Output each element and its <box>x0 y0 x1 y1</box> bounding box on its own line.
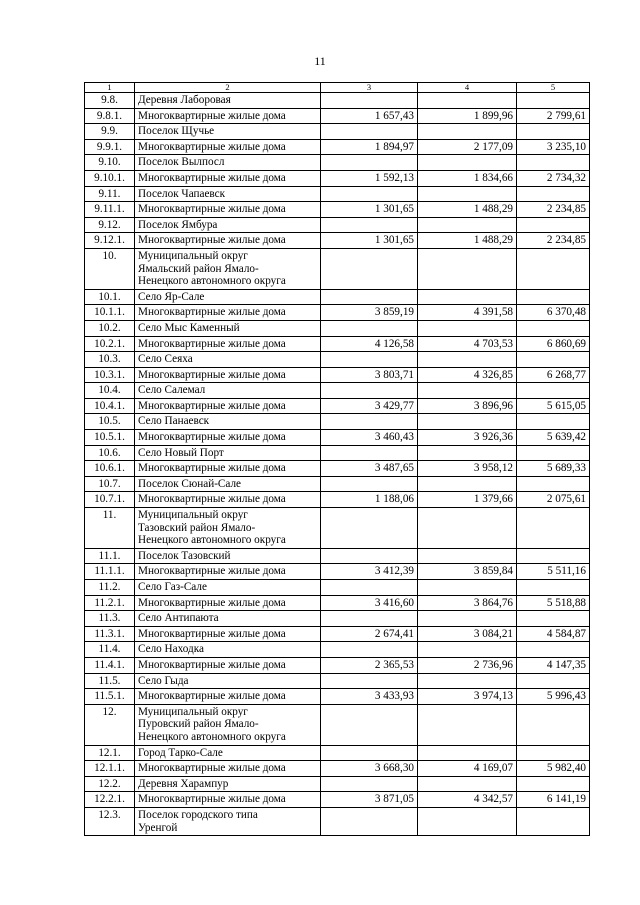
row-number-cell: 9.11. <box>85 186 135 202</box>
value-cell: 3 926,36 <box>418 430 517 446</box>
value-cell: 6 141,19 <box>517 792 590 808</box>
value-cell <box>517 352 590 368</box>
value-cell: 5 996,43 <box>517 689 590 705</box>
row-number-cell: 11.1.1. <box>85 564 135 580</box>
row-number-cell: 9.10. <box>85 155 135 171</box>
value-cell: 3 412,39 <box>321 564 418 580</box>
name-cell: Многоквартирные жилые дома <box>135 202 321 218</box>
value-cell: 5 511,16 <box>517 564 590 580</box>
value-cell <box>321 642 418 658</box>
value-cell: 1 488,29 <box>418 202 517 218</box>
value-cell <box>321 776 418 792</box>
value-cell: 2 734,32 <box>517 170 590 186</box>
value-cell: 2 365,53 <box>321 657 418 673</box>
value-cell <box>321 155 418 171</box>
name-cell: Многоквартирные жилые дома <box>135 595 321 611</box>
value-cell <box>418 352 517 368</box>
name-cell: Многоквартирные жилые дома <box>135 689 321 705</box>
row-number-cell: 9.12. <box>85 217 135 233</box>
table-row <box>85 564 590 580</box>
row-number-cell: 9.11.1. <box>85 202 135 218</box>
row-number-cell: 9.10.1. <box>85 170 135 186</box>
value-cell <box>517 186 590 202</box>
table-row <box>85 233 590 249</box>
table-row <box>85 461 590 477</box>
table-row <box>85 548 590 564</box>
row-number-cell: 10.2. <box>85 320 135 336</box>
value-cell <box>418 248 517 289</box>
value-cell: 3 429,77 <box>321 398 418 414</box>
value-cell <box>321 352 418 368</box>
value-cell: 3 859,84 <box>418 564 517 580</box>
value-cell <box>517 642 590 658</box>
value-cell: 1 899,96 <box>418 108 517 124</box>
table-row <box>85 445 590 461</box>
row-number-cell: 12.1.1. <box>85 761 135 777</box>
value-cell <box>517 289 590 305</box>
name-cell: Многоквартирные жилые дома <box>135 170 321 186</box>
value-cell <box>517 383 590 399</box>
value-cell <box>418 508 517 549</box>
name-cell: Деревня Лаборовая <box>135 93 321 109</box>
value-cell: 1 592,13 <box>321 170 418 186</box>
value-cell <box>418 414 517 430</box>
value-cell <box>321 248 418 289</box>
value-cell <box>418 776 517 792</box>
name-cell: Поселок Сюнай-Сале <box>135 476 321 492</box>
name-cell: Многоквартирные жилые дома <box>135 233 321 249</box>
value-cell: 4 147,35 <box>517 657 590 673</box>
value-cell <box>321 548 418 564</box>
value-cell: 4 169,07 <box>418 761 517 777</box>
value-cell <box>321 807 418 835</box>
value-cell <box>418 186 517 202</box>
value-cell <box>321 383 418 399</box>
value-cell <box>321 580 418 596</box>
name-cell: Многоквартирные жилые дома <box>135 430 321 446</box>
table-body <box>85 93 590 836</box>
row-number-cell: 11.5. <box>85 673 135 689</box>
value-cell: 3 433,93 <box>321 689 418 705</box>
row-number-cell: 12.2. <box>85 776 135 792</box>
value-cell: 5 518,88 <box>517 595 590 611</box>
value-cell: 3 487,65 <box>321 461 418 477</box>
value-cell: 2 234,85 <box>517 233 590 249</box>
value-cell: 3 859,19 <box>321 305 418 321</box>
table-row <box>85 170 590 186</box>
value-cell: 3 416,60 <box>321 595 418 611</box>
value-cell: 3 460,43 <box>321 430 418 446</box>
value-cell: 1 657,43 <box>321 108 418 124</box>
value-cell: 4 326,85 <box>418 367 517 383</box>
value-cell: 3 896,96 <box>418 398 517 414</box>
value-cell <box>418 704 517 745</box>
value-cell <box>321 320 418 336</box>
name-cell: Многоквартирные жилые дома <box>135 792 321 808</box>
value-cell <box>418 445 517 461</box>
name-cell: Село Газ-Сале <box>135 580 321 596</box>
column-number: 1 <box>85 83 135 93</box>
value-cell <box>517 611 590 627</box>
table-row <box>85 367 590 383</box>
table-row <box>85 414 590 430</box>
value-cell: 1 301,65 <box>321 233 418 249</box>
table-row <box>85 626 590 642</box>
table-row <box>85 320 590 336</box>
row-number-cell: 12.1. <box>85 745 135 761</box>
name-cell: Многоквартирные жилые дома <box>135 492 321 508</box>
row-number-cell: 10.5.1. <box>85 430 135 446</box>
table-row <box>85 776 590 792</box>
value-cell <box>321 445 418 461</box>
value-cell: 3 974,13 <box>418 689 517 705</box>
table-row <box>85 186 590 202</box>
name-cell: Село Находка <box>135 642 321 658</box>
name-cell: Многоквартирные жилые дома <box>135 336 321 352</box>
value-cell <box>418 673 517 689</box>
column-number: 2 <box>135 83 321 93</box>
value-cell: 5 982,40 <box>517 761 590 777</box>
row-number-cell: 9.12.1. <box>85 233 135 249</box>
table-row <box>85 807 590 835</box>
name-cell: Многоквартирные жилые дома <box>135 564 321 580</box>
value-cell <box>418 320 517 336</box>
value-cell <box>517 155 590 171</box>
row-number-cell: 10.6. <box>85 445 135 461</box>
value-cell: 2 234,85 <box>517 202 590 218</box>
value-cell: 3 871,05 <box>321 792 418 808</box>
value-cell: 2 736,96 <box>418 657 517 673</box>
value-cell: 2 075,61 <box>517 492 590 508</box>
table-row <box>85 352 590 368</box>
value-cell: 4 126,58 <box>321 336 418 352</box>
value-cell <box>418 383 517 399</box>
table-row <box>85 476 590 492</box>
value-cell: 4 391,58 <box>418 305 517 321</box>
value-cell <box>517 414 590 430</box>
name-cell: Поселок Тазовский <box>135 548 321 564</box>
value-cell <box>321 704 418 745</box>
row-number-cell: 10.4. <box>85 383 135 399</box>
column-number: 3 <box>321 83 418 93</box>
row-number-cell: 11.4. <box>85 642 135 658</box>
page-number: 11 <box>314 54 326 68</box>
name-cell: Многоквартирные жилые дома <box>135 761 321 777</box>
table-row <box>85 305 590 321</box>
value-cell: 5 639,42 <box>517 430 590 446</box>
name-cell: Село Сеяха <box>135 352 321 368</box>
value-cell: 2 177,09 <box>418 139 517 155</box>
value-cell <box>418 289 517 305</box>
row-number-cell: 10.7. <box>85 476 135 492</box>
table-row <box>85 745 590 761</box>
value-cell <box>517 704 590 745</box>
value-cell <box>418 155 517 171</box>
value-cell <box>418 745 517 761</box>
value-cell <box>517 508 590 549</box>
value-cell <box>321 217 418 233</box>
value-cell: 1 188,06 <box>321 492 418 508</box>
value-cell <box>517 217 590 233</box>
value-cell <box>321 124 418 140</box>
name-cell: Село Яр-Сале <box>135 289 321 305</box>
table-row <box>85 336 590 352</box>
table-row <box>85 139 590 155</box>
value-cell <box>321 93 418 109</box>
value-cell <box>418 642 517 658</box>
value-cell: 1 379,66 <box>418 492 517 508</box>
value-cell <box>517 745 590 761</box>
value-cell <box>517 124 590 140</box>
name-cell: Поселок Ямбура <box>135 217 321 233</box>
column-number-row <box>85 83 590 93</box>
table-row <box>85 611 590 627</box>
row-number-cell: 10. <box>85 248 135 289</box>
value-cell: 2 799,61 <box>517 108 590 124</box>
name-cell: Село Салемал <box>135 383 321 399</box>
row-number-cell: 10.3. <box>85 352 135 368</box>
name-cell: Многоквартирные жилые дома <box>135 398 321 414</box>
value-cell <box>418 476 517 492</box>
value-cell <box>517 93 590 109</box>
value-cell <box>517 673 590 689</box>
row-number-cell: 10.6.1. <box>85 461 135 477</box>
table-row <box>85 580 590 596</box>
name-cell: Муниципальный округ Пуровский район Ямало- Ненецкого автономного округа <box>135 704 321 745</box>
row-number-cell: 11.1. <box>85 548 135 564</box>
row-number-cell: 9.8. <box>85 93 135 109</box>
name-cell: Поселок Вылпосл <box>135 155 321 171</box>
table-row <box>85 155 590 171</box>
row-number-cell: 11.4.1. <box>85 657 135 673</box>
tariff-table <box>84 82 590 836</box>
value-cell <box>418 548 517 564</box>
row-number-cell: 12.2.1. <box>85 792 135 808</box>
table-row <box>85 93 590 109</box>
value-cell <box>517 320 590 336</box>
value-cell <box>517 580 590 596</box>
value-cell: 5 689,33 <box>517 461 590 477</box>
name-cell: Село Антипаюта <box>135 611 321 627</box>
table-row <box>85 383 590 399</box>
name-cell: Многоквартирные жилые дома <box>135 139 321 155</box>
column-number: 5 <box>517 83 590 93</box>
name-cell: Деревня Харампур <box>135 776 321 792</box>
row-number-cell: 12. <box>85 704 135 745</box>
name-cell: Многоквартирные жилые дома <box>135 626 321 642</box>
name-cell: Многоквартирные жилые дома <box>135 657 321 673</box>
table-row <box>85 689 590 705</box>
value-cell <box>321 186 418 202</box>
table-row <box>85 202 590 218</box>
name-cell: Многоквартирные жилые дома <box>135 108 321 124</box>
value-cell <box>321 611 418 627</box>
value-cell: 3 803,71 <box>321 367 418 383</box>
table-row <box>85 595 590 611</box>
value-cell <box>321 745 418 761</box>
value-cell <box>517 548 590 564</box>
row-number-cell: 11.2.1. <box>85 595 135 611</box>
value-cell: 6 268,77 <box>517 367 590 383</box>
value-cell <box>321 414 418 430</box>
table-row <box>85 492 590 508</box>
value-cell <box>418 93 517 109</box>
value-cell <box>418 611 517 627</box>
row-number-cell: 10.1. <box>85 289 135 305</box>
row-number-cell: 11.5.1. <box>85 689 135 705</box>
table-row <box>85 657 590 673</box>
value-cell: 5 615,05 <box>517 398 590 414</box>
value-cell <box>517 476 590 492</box>
value-cell <box>517 248 590 289</box>
table-row <box>85 430 590 446</box>
value-cell: 4 584,87 <box>517 626 590 642</box>
row-number-cell: 10.7.1. <box>85 492 135 508</box>
name-cell: Муниципальный округ Тазовский район Ямало- Ненецкого автономного округа <box>135 508 321 549</box>
name-cell: Муниципальный округ Ямальский район Ямало- Ненецкого автономного округа <box>135 248 321 289</box>
name-cell: Поселок Щучье <box>135 124 321 140</box>
value-cell <box>418 217 517 233</box>
name-cell: Многоквартирные жилые дома <box>135 367 321 383</box>
name-cell: Село Панаевск <box>135 414 321 430</box>
row-number-cell: 10.5. <box>85 414 135 430</box>
value-cell <box>321 289 418 305</box>
value-cell: 3 668,30 <box>321 761 418 777</box>
value-cell <box>418 124 517 140</box>
table-row <box>85 124 590 140</box>
value-cell: 6 860,69 <box>517 336 590 352</box>
row-number-cell: 9.9.1. <box>85 139 135 155</box>
name-cell: Город Тарко-Сале <box>135 745 321 761</box>
value-cell: 1 301,65 <box>321 202 418 218</box>
value-cell <box>418 580 517 596</box>
name-cell: Поселок городского типа Уренгой <box>135 807 321 835</box>
row-number-cell: 10.1.1. <box>85 305 135 321</box>
value-cell <box>321 508 418 549</box>
value-cell <box>517 776 590 792</box>
row-number-cell: 10.4.1. <box>85 398 135 414</box>
value-cell: 1 894,97 <box>321 139 418 155</box>
row-number-cell: 11.2. <box>85 580 135 596</box>
table-row <box>85 704 590 745</box>
value-cell: 1 834,66 <box>418 170 517 186</box>
table-row <box>85 108 590 124</box>
row-number-cell: 11.3.1. <box>85 626 135 642</box>
name-cell: Село Новый Порт <box>135 445 321 461</box>
table-row <box>85 248 590 289</box>
row-number-cell: 10.2.1. <box>85 336 135 352</box>
value-cell <box>517 445 590 461</box>
value-cell: 1 488,29 <box>418 233 517 249</box>
table-row <box>85 508 590 549</box>
row-number-cell: 11.3. <box>85 611 135 627</box>
value-cell <box>321 673 418 689</box>
name-cell: Поселок Чапаевск <box>135 186 321 202</box>
value-cell: 2 674,41 <box>321 626 418 642</box>
table-row <box>85 398 590 414</box>
table-row <box>85 792 590 808</box>
row-number-cell: 12.3. <box>85 807 135 835</box>
value-cell <box>517 807 590 835</box>
value-cell: 4 342,57 <box>418 792 517 808</box>
value-cell: 3 235,10 <box>517 139 590 155</box>
value-cell <box>418 807 517 835</box>
value-cell <box>321 476 418 492</box>
value-cell: 3 958,12 <box>418 461 517 477</box>
name-cell: Село Мыс Каменный <box>135 320 321 336</box>
name-cell: Многоквартирные жилые дома <box>135 461 321 477</box>
row-number-cell: 11. <box>85 508 135 549</box>
table-row <box>85 289 590 305</box>
value-cell: 3 864,76 <box>418 595 517 611</box>
row-number-cell: 10.3.1. <box>85 367 135 383</box>
name-cell: Многоквартирные жилые дома <box>135 305 321 321</box>
table-row <box>85 673 590 689</box>
value-cell: 4 703,53 <box>418 336 517 352</box>
row-number-cell: 9.9. <box>85 124 135 140</box>
value-cell: 3 084,21 <box>418 626 517 642</box>
column-number: 4 <box>418 83 517 93</box>
row-number-cell: 9.8.1. <box>85 108 135 124</box>
value-cell: 6 370,48 <box>517 305 590 321</box>
table-row <box>85 642 590 658</box>
table-row <box>85 217 590 233</box>
name-cell: Село Гыда <box>135 673 321 689</box>
table-row <box>85 761 590 777</box>
